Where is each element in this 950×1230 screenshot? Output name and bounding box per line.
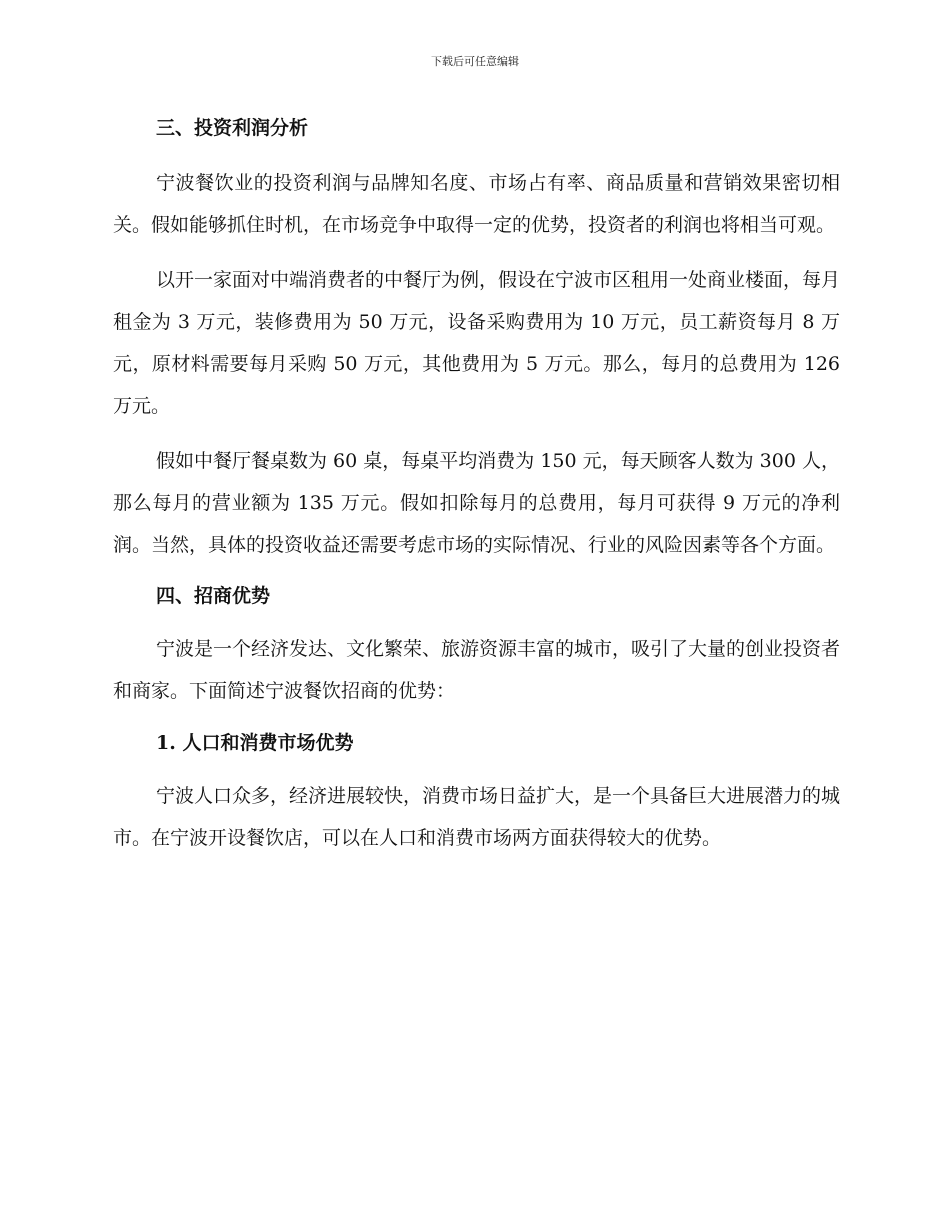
paragraph-advantages-intro: 宁波是一个经济发达、文化繁荣、旅游资源丰富的城市，吸引了大量的创业投资者和商家。下面简述宁波餐饮招商的优势： [113,638,841,702]
section-heading-investment-profit: 三、投资利润分析 [156,117,309,139]
paragraph-profit-intro: 宁波餐饮业的投资利润与品牌知名度、市场占有率、商品质量和营销效果密切相关。假如能够抓住时机，在市场竞争中取得一定的优势，投资者的利润也将相当可观。 [113,172,840,236]
paragraph-revenue-example: 假如中餐厅餐桌数为 60 桌，每桌平均消费为 150 元，每天顾客人数为 300 人，那么每月的营业额为 135 万元。假如扣除每月的总费用，每月可获得 9 万元的净利润。当然，具体的投资收益还需要考虑市场的实际情况、行业的风险因素等各个方面。 [113,450,840,556]
subsection-heading-population-market: 1. 人口和消费市场优势 [156,732,354,754]
document-body [113,112,840,859]
section-heading-investment-advantages: 四、招商优势 [156,585,271,607]
paragraph-cost-example: 以开一家面对中端消费者的中餐厅为例，假设在宁波市区租用一处商业楼面，每月租金为 3 万元，装修费用为 50 万元，设备采购费用为 10 万元，员工薪资每月 8 万元，原材料需要每月采购 50 万元，其他费用为 5 万元。那么，每月的总费用为 126 万元。 [113,269,841,417]
paragraph-population-market: 宁波人口众多，经济进展较快，消费市场日益扩大，是一个具备巨大进展潜力的城市。在宁波开设餐饮店，可以在人口和消费市场两方面获得较大的优势。 [113,785,841,849]
page-header: 下载后可任意编辑 [431,55,519,68]
